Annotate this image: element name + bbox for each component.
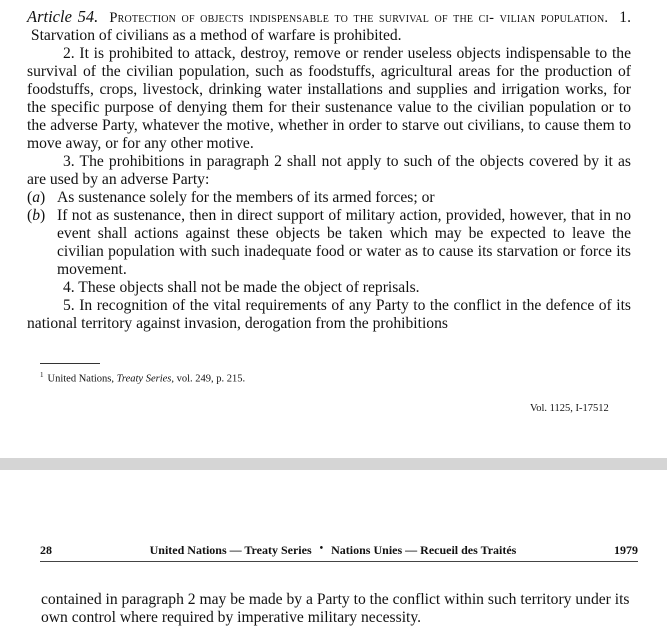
footnote-series: Treaty Series, — [116, 373, 174, 385]
item-b-label: (b) — [27, 207, 46, 224]
article-heading — [27, 8, 631, 45]
running-head-title — [150, 543, 517, 558]
footnote-mark: 1 — [40, 371, 44, 379]
page-number: 28 — [40, 543, 52, 557]
footnote-prefix: United Nations, — [47, 373, 114, 385]
year: 1979 — [613, 543, 638, 557]
running-head-rule — [40, 561, 638, 562]
article-title: Protection of objects indispensable to the survival of the ci- — [109, 10, 495, 26]
paragraph-5: 5. In recognition of the vital requirements of any Party to the conflict in the defence of its national territory against invasion, derogation from the prohibitions — [27, 297, 631, 332]
item-a-label: (a) — [27, 189, 46, 206]
item-b — [27, 207, 631, 279]
paragraph-4: 4. These objects shall not be made the object of reprisals. — [63, 279, 420, 296]
footnote-rest: vol. 249, p. 215. — [176, 373, 246, 385]
article-54 — [27, 8, 631, 333]
running-head-left: United Nations — Treaty Series — [149, 543, 312, 557]
volume-reference: Vol. 1125, I-17512 — [530, 403, 609, 414]
running-head — [40, 543, 638, 558]
article-number: Article 54. — [27, 7, 99, 26]
continuation-text: contained in paragraph 2 may be made by a Party to the conflict within such territory under its own control where required by imperative military necessity. — [41, 591, 630, 626]
article-title-cont: vilian population. — [499, 10, 609, 26]
paragraph-3: 3. The prohibitions in paragraph 2 shall not apply to such of the objects covered by it as are used by an adverse Party: — [27, 153, 631, 188]
paragraph-2: 2. It is prohibited to attack, destroy, remove or render useless objects indispensable to the survival of the civilian population, such as foodstuffs, agricultural areas for the production of foodstuffs, crops, livestock, drinking water installations and supplies and irrigation works, for the specific purpose of denying them for their sustenance value to the civilian population or to the adverse Party, whatever the motive, whether in order to starve out civilians, to cause them to move away, or for any other motive. — [27, 45, 631, 152]
footnote-rule — [40, 363, 100, 364]
footnote — [40, 368, 245, 387]
bullet-icon: • — [319, 543, 324, 554]
item-a — [27, 189, 631, 207]
page-separator — [0, 458, 667, 470]
continuation — [41, 591, 645, 627]
item-a-text: As sustenance solely for the members of its armed forces; or — [57, 189, 435, 206]
para1-number: 1. — [619, 9, 631, 26]
item-b-text: If not as sustenance, then in direct support of military action, provided, however, that in no event shall actions against these objects be taken which may be expected to leave the civilian population with such inadequate food or water as to cause its starvation or force its movement. — [57, 207, 631, 278]
running-head-right: Nations Unies — Recueil des Traités — [331, 543, 517, 557]
para1-text: Starvation of civilians as a method of warfare is prohibited. — [30, 27, 402, 44]
